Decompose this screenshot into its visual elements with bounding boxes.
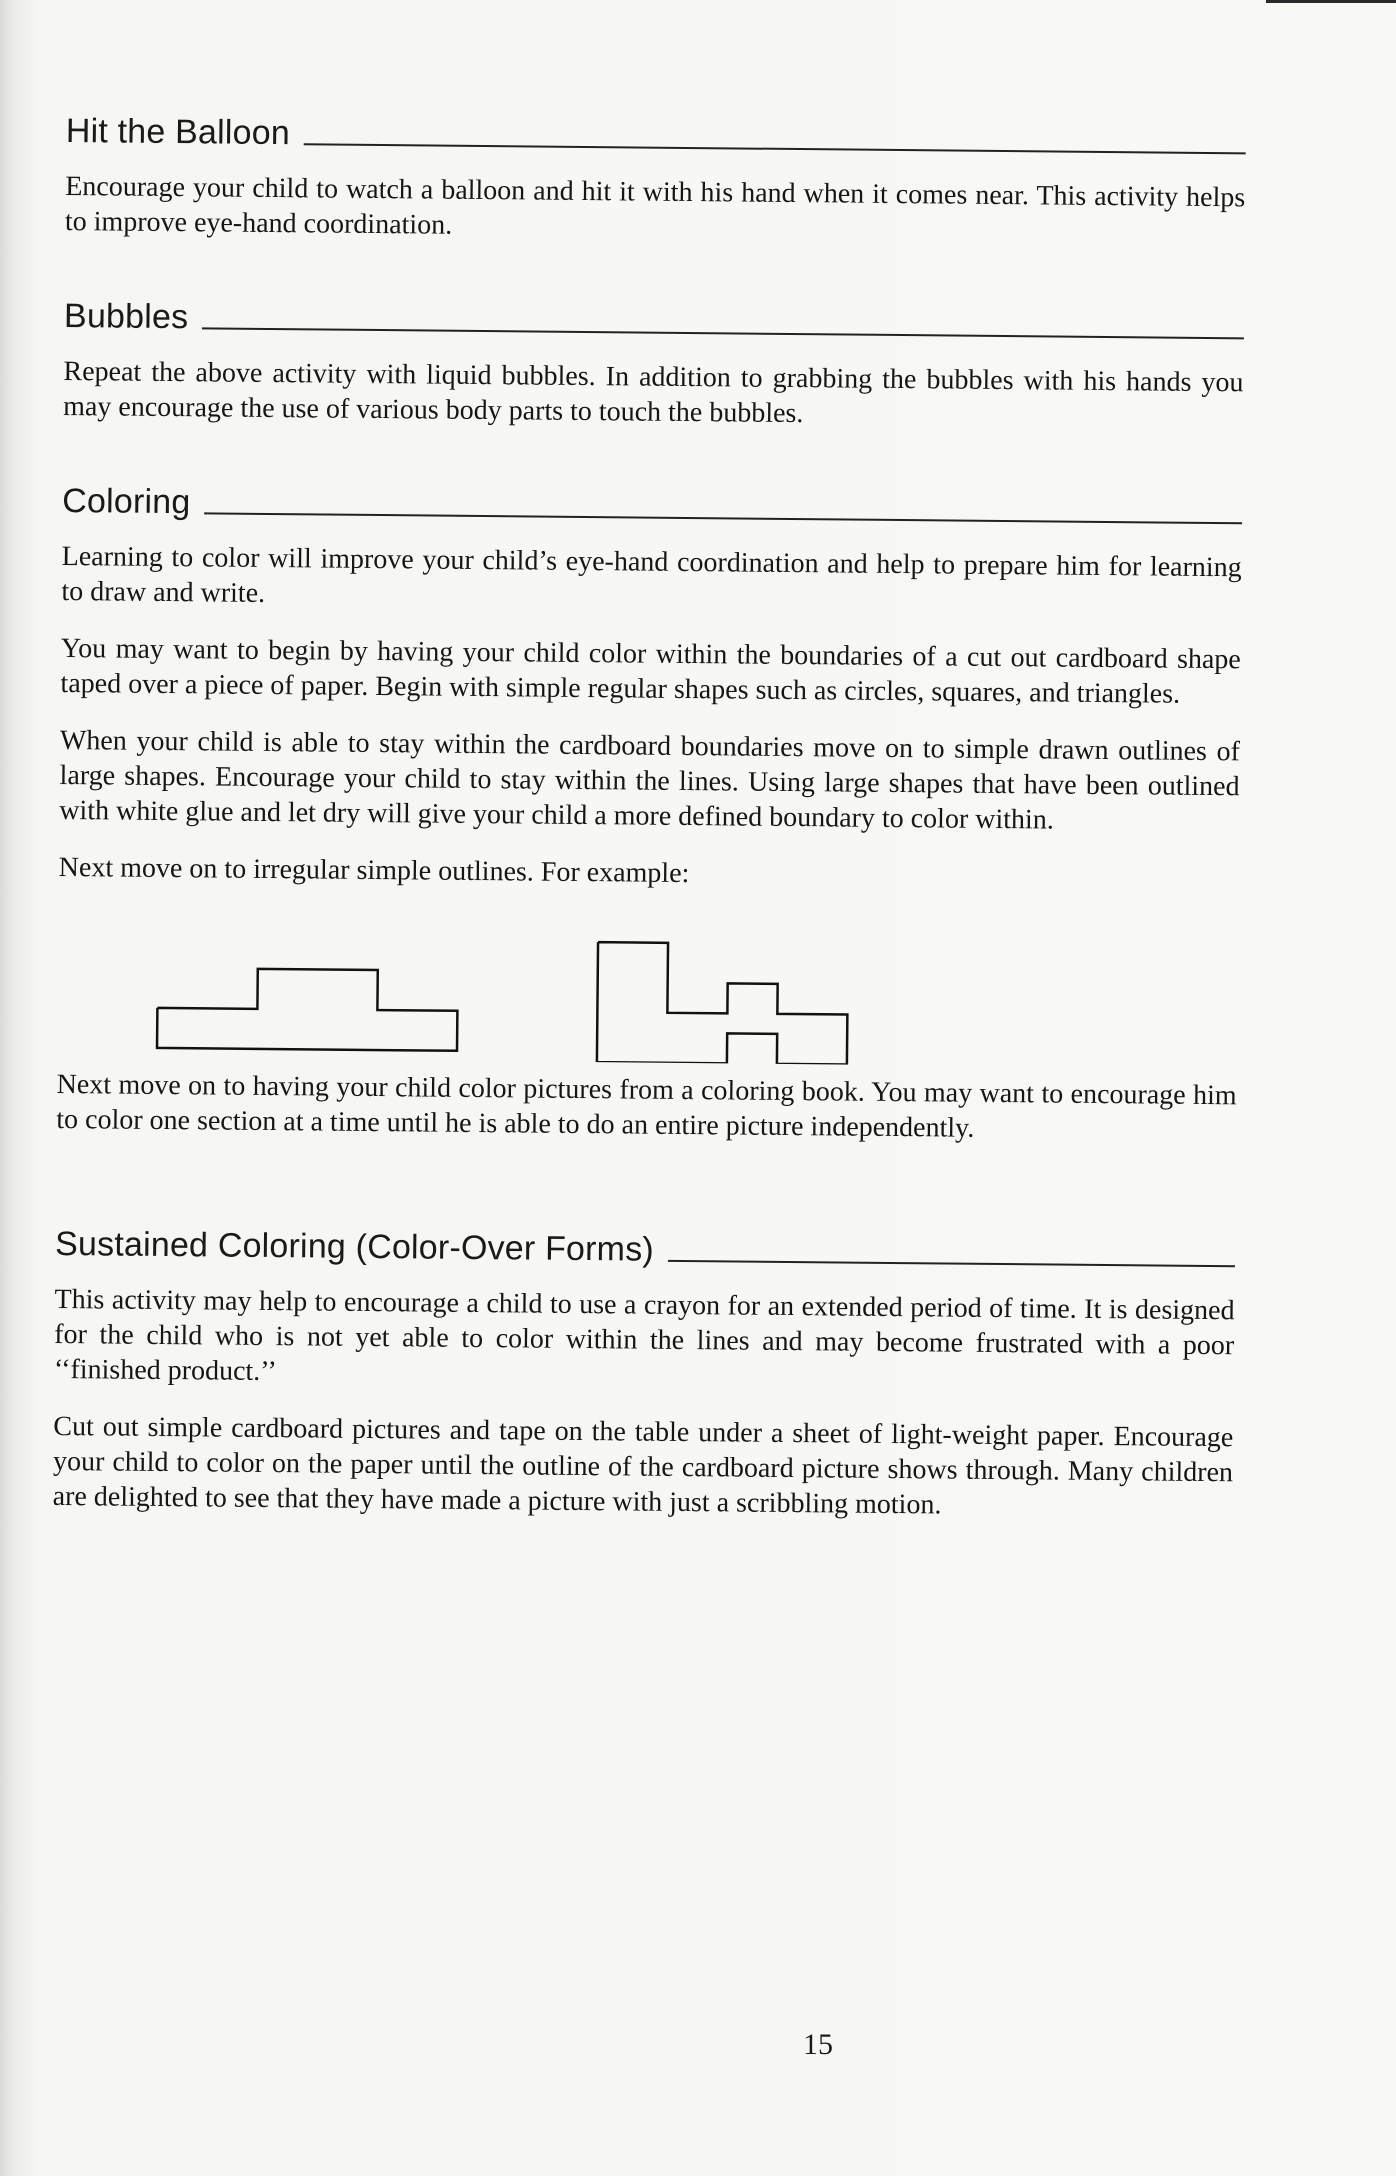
heading-rule xyxy=(668,1260,1235,1267)
heading-rule xyxy=(202,327,1244,339)
section-title: Hit the Balloon xyxy=(65,112,291,153)
paragraph: When your child is able to stay within the cardboard boundaries move on to simple drawn outlines of large shapes. Encourage your child to stay within the lines. Using large shapes that have been outlined with white glue and let dry will give your child a more defined boundary to color within. xyxy=(59,724,1241,836)
paragraph: Learning to color will improve your child’s eye-hand coordination and help to prepare him for learning to draw and write. xyxy=(61,540,1242,609)
example-outline-shapes xyxy=(57,907,1238,1068)
heading-rule xyxy=(304,143,1246,154)
page-number: 15 xyxy=(803,2028,833,2061)
irregular-outline-shape-1 xyxy=(157,968,458,1051)
top-edge-rule xyxy=(1266,0,1396,3)
section-coloring xyxy=(56,482,1242,1148)
paragraph: Encourage your child to watch a balloon and hit it with his hand when it comes near. This activity helps to improve eye-hand coordination. xyxy=(64,170,1246,241)
section-heading xyxy=(62,482,1242,532)
section-heading xyxy=(64,297,1244,347)
section-title: Bubbles xyxy=(63,296,189,337)
section-sustained-coloring xyxy=(53,1225,1236,1525)
paragraph: You may want to begin by having your child color within the boundaries of a cut out cardboard shape taped over a piece of paper. Begin with simple regular shapes such as circles, squares, and triangles. xyxy=(60,632,1241,710)
paragraph: Next move on to irregular simple outlines. For example: xyxy=(58,851,690,890)
paragraph: Cut out simple cardboard pictures and tape on the table under a sheet of light-weight paper. Encourage your child to color on the paper until the outline of the cardboard picture shows through. Many children are delighted to see that they have made a picture with just a scribbling motion. xyxy=(52,1410,1234,1521)
section-title: Coloring xyxy=(62,481,191,522)
section-heading xyxy=(66,112,1246,162)
section-hit-the-balloon xyxy=(65,112,1246,250)
example-shapes-illustration xyxy=(57,907,878,1065)
section-bubbles xyxy=(63,297,1244,435)
paragraph: This activity may help to encourage a child to use a crayon for an extended period of time. It is designed for the child who is not yet able to color within the lines and may become frustrated with a poor ‘‘finished product.’’ xyxy=(53,1283,1235,1388)
paragraph: Next move on to having your child color pictures from a coloring book. You may want to encourage him to color one section at a time until he is able to do an entire picture independently. xyxy=(56,1068,1237,1144)
irregular-outline-shape-2 xyxy=(597,942,848,1064)
page-content xyxy=(52,112,1246,1583)
section-title: Sustained Coloring (Color-Over Forms) xyxy=(54,1224,655,1269)
paragraph: Repeat the above activity with liquid bubbles. In addition to grabbing the bubbles with his hands you may encourage the use of various body parts to touch the bubbles. xyxy=(63,355,1244,430)
heading-rule xyxy=(204,512,1242,524)
